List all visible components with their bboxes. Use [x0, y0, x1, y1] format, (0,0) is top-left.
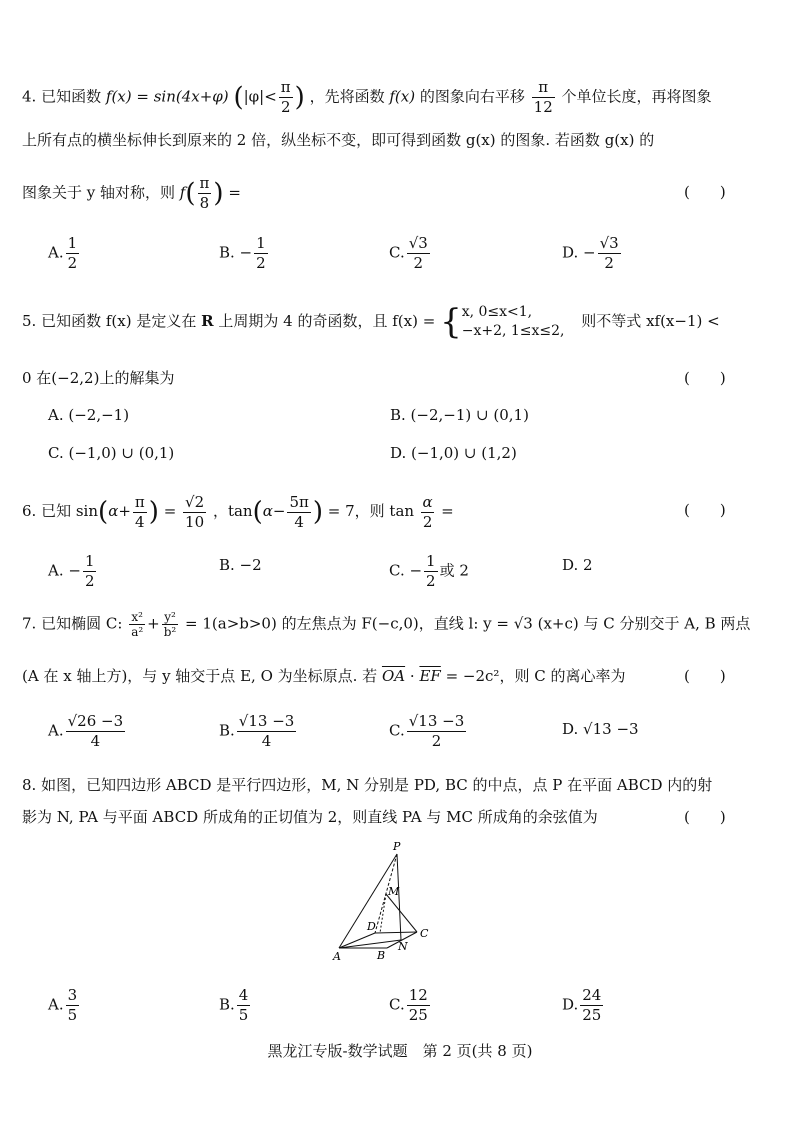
q5-text: 已知函数 f(x) 是定义在 [41, 312, 197, 330]
option-fraction [407, 986, 430, 1025]
frac-num: α [422, 493, 433, 511]
q4-text: 图象关于 y 轴对称，则 [22, 183, 176, 202]
q7-y2-over-b2 [162, 610, 179, 639]
q5-piecewise [462, 303, 565, 341]
option-label: A. − [48, 561, 81, 580]
option-fraction [254, 234, 268, 273]
q8-option-b [219, 986, 252, 1025]
pyramid-figure [325, 840, 445, 970]
edge-MC [386, 894, 417, 932]
q4-line-2: 上所有点的横坐标伸长到原来的 2 倍，纵坐标不变，即可得到函数 g(x) 的图象. 若函数 g(x) 的 [22, 131, 655, 149]
paren-right: ) [312, 497, 323, 527]
q6-line-1 [22, 492, 454, 532]
option-label: B. −2 [219, 556, 262, 574]
q5-line-2: 0 在(−2,2)上的解集为 [22, 369, 175, 387]
frac-num: 12 [408, 986, 428, 1004]
q5-line-1 [22, 302, 720, 342]
q6-alpha: α+ [108, 502, 131, 520]
label-C: C [420, 927, 429, 940]
option-label: C. − [389, 561, 423, 580]
frac-den: 4 [135, 512, 145, 531]
option-suffix: 或 2 [439, 561, 469, 580]
q4-text: 的图象向右平移 [419, 87, 525, 106]
q6-text: 已知 sin [41, 502, 99, 520]
frac-num: 5π [289, 492, 309, 511]
q8-answer-blank: ( ) [684, 808, 726, 826]
frac-num: 4 [238, 986, 249, 1004]
paren-left: ( [233, 82, 244, 113]
q6-option-d [562, 556, 593, 574]
q8-number: 8. [22, 776, 37, 794]
q7-option-a [48, 712, 127, 751]
q7-line-2 [22, 666, 625, 686]
q6-pi-over-4 [133, 493, 147, 532]
q4-answer-blank: ( ) [684, 183, 726, 201]
q5-number: 5. [22, 312, 37, 330]
frac-den: 2 [426, 572, 436, 590]
frac-num: π [280, 78, 291, 96]
q6-option-b [219, 556, 262, 574]
paren-right: ) [213, 178, 224, 209]
q8-line-1 [22, 775, 712, 795]
q4-text: ，先将函数 [309, 87, 385, 106]
q4-eq: = [228, 183, 241, 202]
q7-plus: + [147, 614, 160, 633]
option-fraction [424, 552, 438, 591]
option-fraction [407, 712, 467, 751]
q5-option-a: A. (−2,−1) [48, 406, 130, 424]
option-fraction [66, 712, 126, 751]
frac-den: 4 [90, 732, 101, 750]
q4-pi-over-8 [198, 174, 212, 213]
frac-num: 1 [84, 552, 95, 570]
frac-num: 3 [67, 986, 78, 1004]
q4-option-a [48, 234, 81, 273]
q4-option-d [562, 234, 623, 273]
edge-DC [375, 932, 417, 933]
frac-num: 1 [67, 234, 78, 252]
option-fraction [407, 234, 430, 273]
option-fraction [66, 986, 80, 1025]
frac-num: π [532, 78, 555, 98]
frac-num: √13 −3 [408, 712, 465, 730]
q5-answer-blank: ( ) [684, 369, 726, 387]
paren-right: ) [294, 82, 305, 113]
q6-5pi-over-4 [287, 493, 310, 532]
q5-case-2: −x+2, 1≤x≤2, [461, 323, 565, 339]
q7-option-d [562, 720, 639, 738]
q7-x2-over-a2 [129, 610, 145, 639]
q7-number: 7. [22, 614, 37, 633]
q7-text: = 1(a>b>0) 的左焦点为 F(−c,0)，直线 l: y = √3 (x+c) 与 C 分别交于 A, B 两点 [185, 614, 751, 633]
q8-text: 如图，已知四边形 ABCD 是平行四边形，M, N 分别是 PD, BC 的中点，点 P 在平面 ABCD 内的射 [41, 776, 713, 794]
q4-line-1 [22, 78, 712, 117]
option-fraction [66, 234, 80, 273]
option-label: C. [389, 243, 405, 262]
paren-left: ( [98, 497, 109, 527]
q7-option-b [219, 712, 298, 751]
q6-answer-blank: ( ) [684, 501, 726, 519]
frac-den: 5 [67, 1006, 78, 1024]
label-N: N [398, 940, 408, 953]
label-D: D [367, 920, 376, 933]
q7-text: 已知椭圆 C: [41, 614, 123, 633]
q4-option-b [219, 234, 270, 273]
option-label: D. − [562, 243, 596, 262]
q8-option-c [389, 986, 432, 1025]
option-label: C. [389, 721, 405, 740]
frac-den: 2 [422, 513, 433, 531]
vector-OA: $\overline{OA}$ [381, 667, 406, 685]
frac-den: 2 [280, 98, 291, 116]
frac-den: 4 [261, 732, 272, 750]
frac-den: 2 [84, 572, 95, 590]
frac-den: 8 [199, 194, 210, 212]
option-fraction [580, 986, 603, 1025]
option-label: B. − [219, 243, 253, 262]
q6-sqrt2-over-10 [183, 493, 206, 532]
vector-EF: $\overline{EF}$ [419, 667, 441, 685]
q4-function: f(x) = sin(4x+φ) [105, 87, 229, 106]
q4-text: 已知函数 [41, 87, 102, 106]
q7-option-c [389, 712, 468, 751]
frac-den: 2 [604, 254, 614, 272]
frac-num: √2 [185, 492, 205, 511]
q6-text: = 7，则 tan [327, 502, 415, 520]
option-label: A. [48, 721, 64, 740]
frac-den: 25 [582, 1006, 602, 1024]
q6-alpha: α− [262, 502, 286, 520]
frac-num: 24 [582, 986, 602, 1004]
q6-option-c [389, 552, 469, 591]
q6-number: 6. [22, 502, 37, 520]
frac-den: 2 [413, 254, 424, 272]
q4-text: 个单位长度，再将图象 [561, 87, 712, 106]
q5-option-d: D. (−1,0) ∪ (1,2) [390, 444, 517, 462]
frac-den: 4 [294, 512, 304, 531]
q4-pi-over-12 [532, 78, 555, 117]
q6-eq: = [441, 502, 454, 520]
q5-brace: { [440, 302, 462, 342]
q4-option-c [389, 234, 432, 273]
page-footer: 黑龙江专版-数学试题 第 2 页(共 8 页) [267, 1042, 533, 1060]
label-B: B [377, 949, 386, 962]
q6-alpha-over-2 [421, 492, 435, 532]
q7-dot: · [409, 667, 415, 685]
option-fraction [237, 986, 251, 1025]
q5-option-b: B. (−2,−1) ∪ (0,1) [390, 406, 529, 424]
q6-eq: = [163, 502, 177, 520]
q7-text: = −2c²，则 C 的离心率为 [445, 667, 626, 685]
frac-num: 1 [256, 234, 266, 252]
frac-den: 2 [256, 254, 266, 272]
paren-left: ( [185, 178, 196, 209]
frac-den: 12 [533, 98, 553, 116]
q8-option-d [562, 986, 605, 1025]
frac-num: π [199, 174, 210, 192]
frac-num: √26 −3 [67, 712, 124, 730]
label-M: M [388, 885, 400, 898]
frac-den: b² [163, 625, 177, 639]
q4-line-3 [22, 174, 241, 213]
frac-den: 10 [185, 512, 205, 531]
option-label: A. [48, 995, 64, 1014]
label-P: P [393, 840, 401, 853]
q4-condition: |φ|< [243, 87, 277, 106]
q5-R: R [201, 312, 214, 330]
q8-option-a [48, 986, 81, 1025]
edge-PA [339, 854, 397, 948]
option-label: A. [48, 243, 64, 262]
q7-text: (A 在 x 轴上方)，与 y 轴交于点 E, O 为坐标原点. 若 [22, 667, 378, 685]
option-fraction [237, 712, 297, 751]
option-fraction [598, 234, 621, 273]
option-label: D. 2 [562, 556, 593, 574]
paren-right: ) [148, 497, 159, 527]
q4-number: 4. [22, 87, 37, 106]
option-fraction [83, 552, 97, 591]
frac-num: x² [129, 610, 145, 625]
option-label: B. [219, 721, 235, 740]
label-A: A [333, 950, 341, 963]
q6-option-a [48, 552, 98, 591]
frac-num: y² [162, 610, 179, 625]
q5-text: 上周期为 4 的奇函数，且 f(x) = [218, 312, 436, 330]
frac-den: 5 [238, 1006, 249, 1024]
option-label: B. [219, 995, 235, 1014]
q7-line-1 [22, 610, 750, 639]
frac-den: 2 [67, 254, 78, 272]
option-label: C. [389, 995, 405, 1014]
option-label: D. [562, 995, 579, 1014]
q4-pi-over-2 [279, 78, 293, 117]
frac-num: √13 −3 [238, 712, 295, 730]
option-label: D. √13 −3 [562, 720, 639, 738]
q5-option-c: C. (−1,0) ∪ (0,1) [48, 444, 175, 462]
frac-den: a² [131, 625, 144, 639]
frac-den: 25 [408, 1006, 428, 1024]
q6-text: ，tan [212, 502, 253, 520]
q8-line-2: 影为 N, PA 与平面 ABCD 所成角的正切值为 2，则直线 PA 与 MC 所成角的余弦值为 [22, 808, 598, 826]
q4-fx: f(x) [389, 87, 416, 106]
frac-den: 2 [431, 732, 442, 750]
frac-num: π [134, 492, 145, 511]
q7-answer-blank: ( ) [684, 667, 726, 685]
q4-f: f [179, 183, 186, 202]
frac-num: 1 [426, 552, 436, 570]
q5-text: 则不等式 xf(x−1) < [581, 312, 720, 330]
q5-case-1: x, 0≤x<1, [461, 304, 533, 320]
paren-left: ( [252, 497, 263, 527]
frac-num: √3 [599, 234, 619, 252]
frac-num: √3 [408, 234, 428, 252]
